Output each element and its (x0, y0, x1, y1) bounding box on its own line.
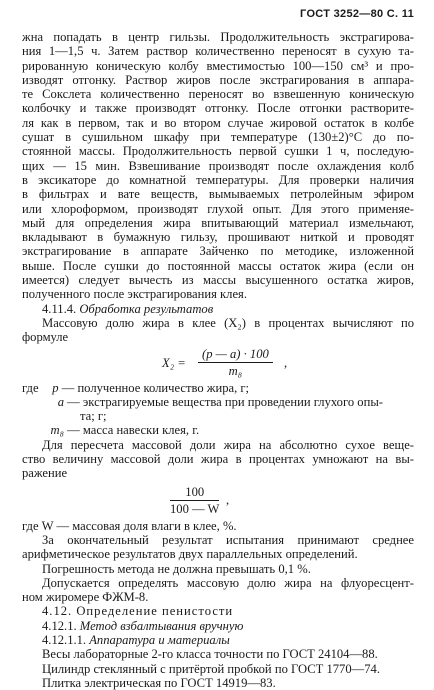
dry-numerator: 100 (170, 485, 219, 501)
section-title: Метод взбалтывания вручную (79, 618, 244, 633)
dry-fraction-tail: , (226, 492, 230, 507)
dry-denominator: 100 — W (170, 501, 220, 516)
list-item: Цилиндр стеклянный с притёртой пробкой по ГОСТ 1770—74. (42, 661, 380, 676)
text-line: где W — массовая доля влаги в клее, %. (22, 518, 237, 533)
text-line: в эксикаторе до комнатной температуры. Для проверки наличия (22, 172, 414, 187)
section-4-12-1-heading (22, 619, 414, 633)
legend-prefix: где (22, 380, 39, 395)
section-number: 4.12.1. (42, 618, 77, 633)
text-line: За окончательный результат испытания принимают среднее (42, 532, 414, 547)
formula-denominator: m₈ (228, 363, 243, 378)
page-header: ГОСТ 3252—80 С. 11 (300, 8, 414, 20)
section-4-12-heading: 4.12. Определение пенистости (42, 604, 234, 619)
text-line: вкладывают в бумажную гильзу, прошивают ниткой и проводят (22, 230, 414, 245)
text-line: полученного после экстрагирования клея. (22, 287, 247, 302)
legend-text: та; г; (80, 409, 107, 424)
section-number: 4.11.4. (42, 301, 77, 316)
text-line: мый для определения жира впитывающий материал измельчают, (22, 215, 414, 230)
dry-fraction (22, 481, 414, 519)
text-line: щих — 15 мин. Взвешивание производят после охлаждения колб (22, 158, 414, 173)
text-line: Для пересчета массовой доли жира на абсолютно сухое веще- (42, 437, 414, 452)
text-line: рированную коническую колбу вместимостью 100—150 см³ и про- (22, 58, 414, 73)
text-line: колбочку и также производят отгонку. После отгонки растворите- (22, 101, 414, 116)
legend-row (22, 409, 414, 423)
list-item: Весы лабораторные 2-го класса точности по ГОСТ 24104—88. (42, 647, 378, 662)
text-line: Погрешность метода не должна превышать 0,1 %. (42, 561, 311, 576)
text-line: Допускается определять массовую долю жира на флуоресцент- (42, 575, 414, 590)
legend-symbol: m₈ (50, 423, 64, 438)
formula-tail: , (284, 355, 288, 370)
text-line: в фильтрах и вате веществ, вымываемых петролейным эфиром (22, 187, 414, 202)
legend-row (22, 381, 414, 395)
text-line: изводят отгонку. Раствор жиров после экстрагирования в аппара- (22, 72, 414, 87)
formula-fraction (198, 347, 273, 379)
section-4-11-4-heading (22, 302, 414, 316)
text-line: ля как в первом, так и во втором случае жировой остаток в колбе (22, 115, 414, 130)
text-line: ство величину массовой доли жира в процентах умножают на вы- (22, 452, 414, 467)
text-line: сушат в сушильном шкафу при температуре (130±2)°С до по- (22, 130, 414, 145)
text-line: те Сокслета количественно переносят во взвешенную коническую (22, 87, 414, 102)
section-number: 4.12.1.1. (42, 632, 87, 647)
text-line: ном жиромере ФЖМ-8. (22, 590, 149, 605)
text-line: экстрагирование в аппарате Зайченко по методике, изложенной (22, 244, 414, 259)
legend-symbol: p (52, 380, 59, 395)
legend-text: — масса навески клея, г. (67, 423, 200, 438)
section-4-12-1-1-heading (22, 633, 414, 647)
text-line: формуле (22, 330, 69, 345)
text-line: Массовую долю жира в клее (X₂) в процентах вычисляют по (42, 315, 414, 330)
text-line: или хлороформом, производят глухой опыт. Для этого применяе- (22, 201, 414, 216)
legend-row (22, 423, 414, 437)
text-line: ния 1—1,5 ч. Затем раствор количественно переносят в сухую та- (22, 44, 414, 59)
section-title: Обработка результатов (79, 301, 214, 316)
list-item: Плитка электрическая по ГОСТ 14919—83. (42, 675, 276, 690)
legend-text: — полученное количество жира, г; (61, 380, 250, 395)
dry-fraction-body (170, 485, 219, 517)
text-line: стоянной массы. Продолжительность первой сушки 1 ч, последую- (22, 144, 414, 159)
formula-numerator: (p — a) · 100 (198, 347, 273, 363)
text-line: жна попадать в центр гильзы. Продолжительность экстрагирова- (22, 30, 414, 44)
section-title: Аппаратура и материалы (89, 632, 230, 647)
legend-text: — экстрагируемые вещества при проведении глухого опы- (67, 394, 383, 409)
formula-lhs: X₂ = (162, 355, 186, 370)
text-line: арифметическое результатов двух параллельных определений. (22, 547, 358, 562)
document-body (22, 30, 414, 690)
fat-formula (22, 345, 414, 381)
legend-row (22, 395, 414, 409)
legend-symbol: a (57, 394, 64, 409)
text-line: выше. После сушки до постоянной массы остаток жира (если он (22, 258, 414, 273)
text-line: имеется) следует вычесть из массы высушенного остатка жиров, (22, 273, 414, 288)
text-line: ражение (22, 466, 68, 481)
